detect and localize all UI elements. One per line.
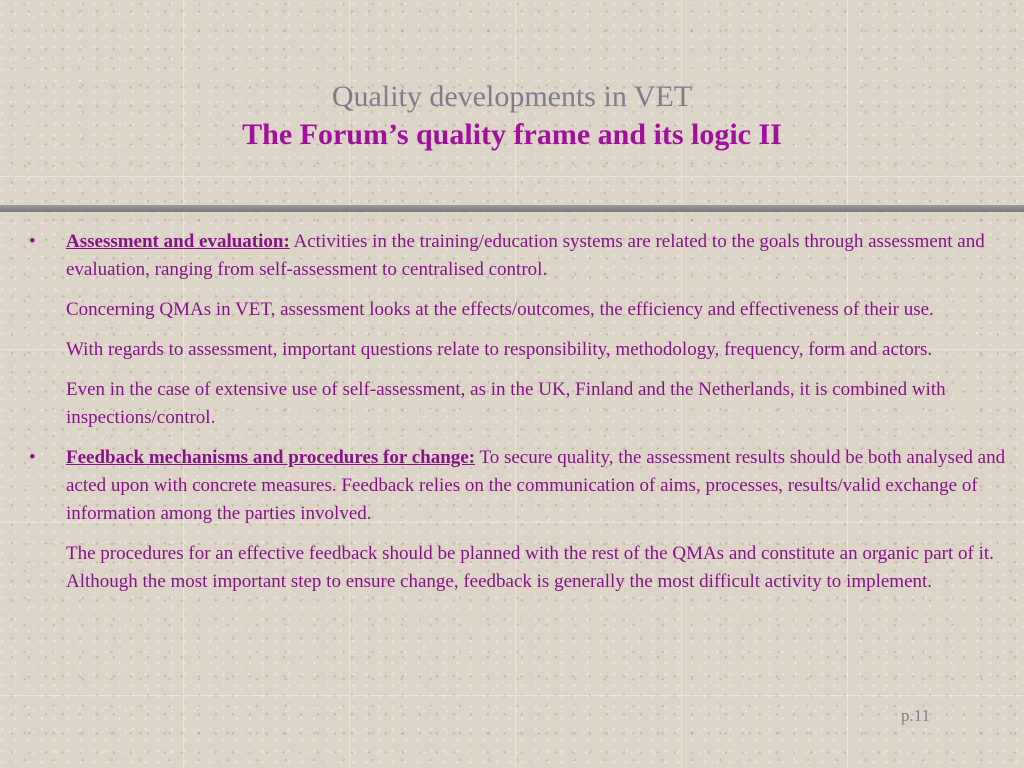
bullet-term: Assessment and evaluation: xyxy=(66,231,290,252)
slide-body xyxy=(0,228,1024,608)
bullet-term: Feedback mechanisms and procedures for change: xyxy=(66,447,476,468)
bullet-paragraph: With regards to assessment, important questions relate to responsibility, methodology, frequency, form and actors. xyxy=(66,339,933,360)
bullet-lead-text: To secure quality, the assessment results should be both analysed and acted upon with concrete measures. Feedback relies on the communication of aims, processes, results/valid exchange of information among the parties involved. xyxy=(66,447,1006,524)
title-divider xyxy=(0,205,1024,212)
bullet-lead-paragraph xyxy=(66,228,1010,284)
grid-line xyxy=(0,695,1024,696)
bullet-assessment-evaluation xyxy=(0,228,1024,432)
slide-title-main: Quality developments in VET xyxy=(331,80,693,113)
bullet-paragraph: Even in the case of extensive use of self-assessment, as in the UK, Finland and the Netherlands, it is combined with inspections/control. xyxy=(66,379,946,428)
slide-title xyxy=(0,78,1024,154)
bullet-paragraph: Concerning QMAs in VET, assessment looks at the effects/outcomes, the efficiency and effectiveness of their use. xyxy=(66,299,934,320)
bullet-feedback-mechanisms xyxy=(0,444,1024,596)
page-number: p.11 xyxy=(901,706,931,725)
grid-line xyxy=(0,176,1024,177)
bullet-lead-paragraph xyxy=(66,444,1010,528)
bullet-icon: • xyxy=(29,231,36,252)
slide-subtitle: The Forum’s quality frame and its logic II xyxy=(242,118,782,151)
bullet-icon: • xyxy=(29,447,36,468)
bullet-paragraph: The procedures for an effective feedback should be planned with the rest of the QMAs and constitute an organic part of it. Although the most important step to ensure change, feedback is generally the most difficult activity to implement. xyxy=(66,543,994,592)
bullet-lead-text: Activities in the training/education systems are related to the goals through assessment and evaluation, ranging from self-assessment to centralised control. xyxy=(66,231,985,280)
